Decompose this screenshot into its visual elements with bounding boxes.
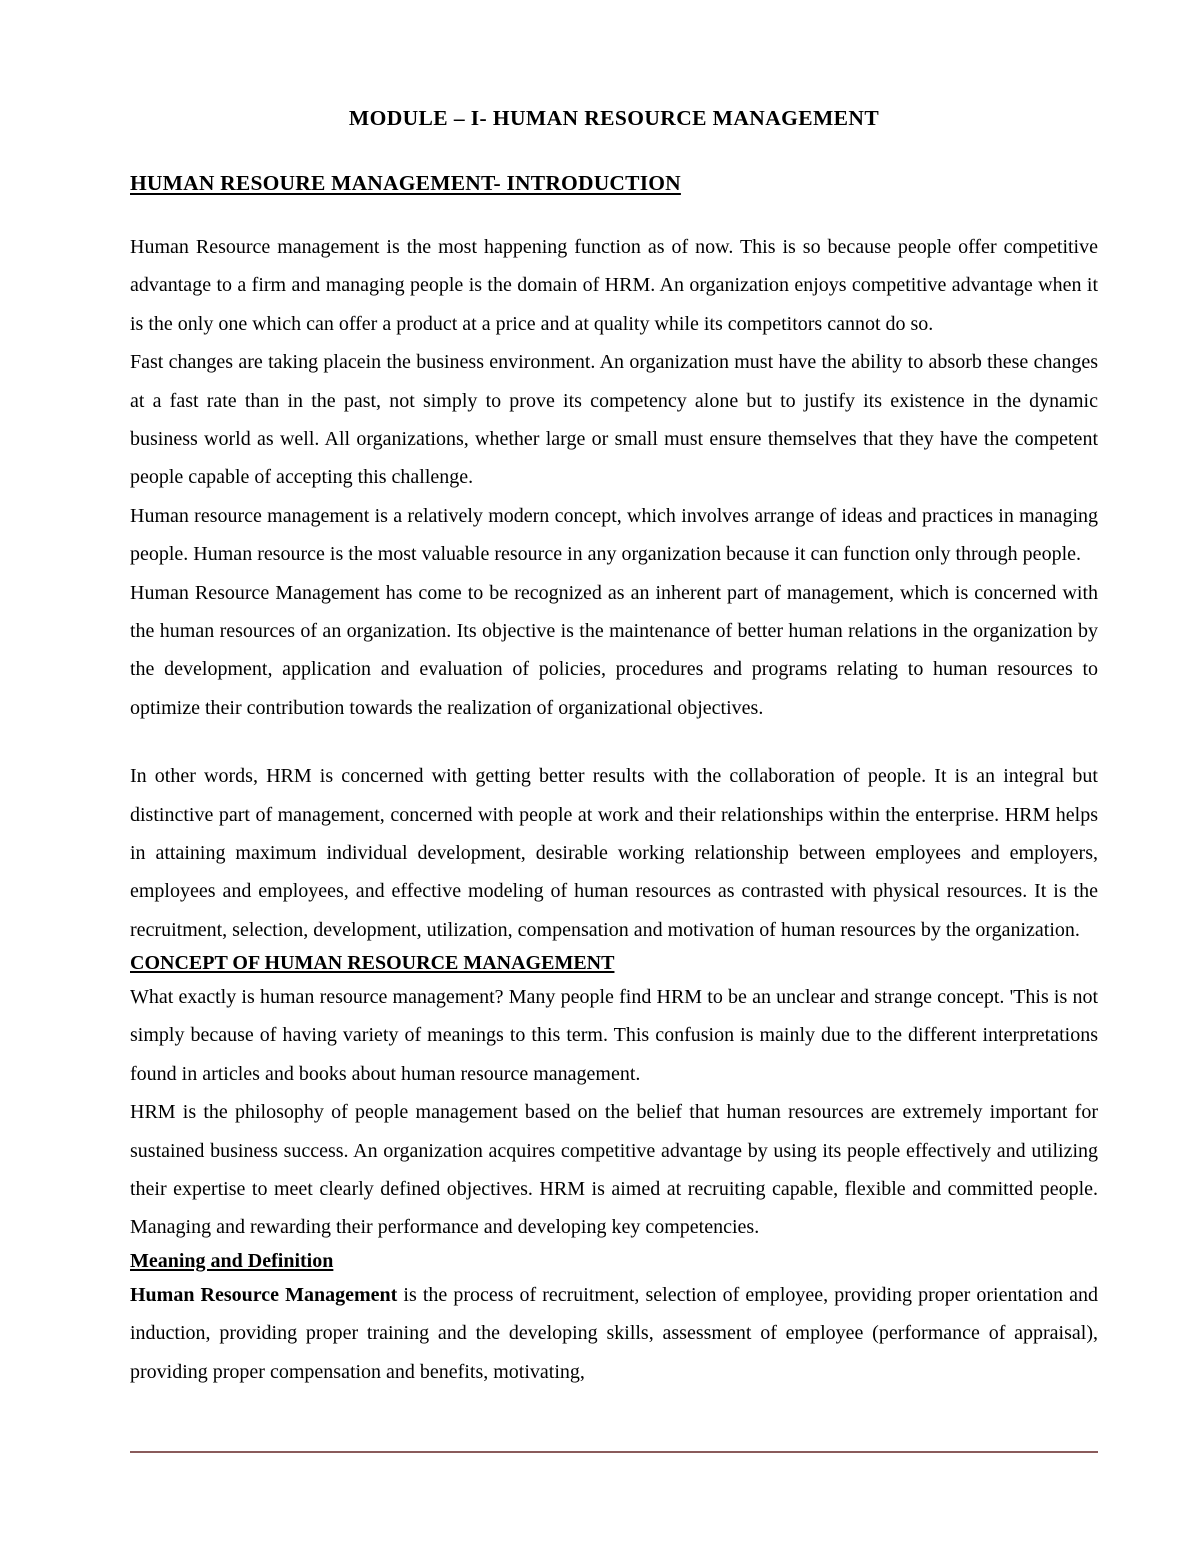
- footer-rule: [130, 1451, 1098, 1453]
- paragraph-gap: [130, 727, 1098, 757]
- paragraph-intro-1: Human Resource management is the most happening function as of now. This is so because people offer competitive advantage to a firm and managing people is the domain of HRM. An organization enjoys competitive advantage when it is the only one which can offer a product at a price and at quality while its competitors cannot do so.: [130, 236, 1098, 335]
- paragraph-concept-1: What exactly is human resource management? Many people find HRM to be an unclear and strange concept. 'This is not simply because of having variety of meanings to this term. This confusion is mainly due to the different interpretations found in articles and books about human resource management.: [130, 986, 1098, 1085]
- section-heading-meaning: Meaning and Definition: [130, 1249, 334, 1272]
- paragraph-concept-2: HRM is the philosophy of people management based on the belief that human resources are extremely important for sustained business success. An organization acquires competitive advantage by using its people effectively and utilizing their expertise to meet clearly defined objectives. HRM is aimed at recruiting capable, flexible and committed people. Managing and rewarding their performance and developing key competencies.: [130, 1101, 1098, 1239]
- section-heading-concept: CONCEPT OF HUMAN RESOURCE MANAGEMENT: [130, 952, 615, 975]
- document-title: MODULE – I- HUMAN RESOURCE MANAGEMENT: [348, 106, 880, 130]
- document-body: [130, 104, 1098, 1391]
- title-spacer: [130, 133, 1098, 169]
- paragraph-intro-2: Fast changes are taking placein the business environment. An organization must have the ability to absorb these changes at a fast rate than in the past, not simply to prove its competency alone but to justify its existence in the dynamic business world as well. All organizations, whether large or small must ensure themselves that they have the competent people capable of accepting this challenge.: [130, 351, 1098, 489]
- paragraph-intro-3: Human resource management is a relatively modern concept, which involves arrange of ideas and practices in managing people. Human resource is the most valuable resource in any organization because it can function only through people.: [130, 504, 1098, 566]
- paragraph-meaning-definition-rest: is the process of recruitment, selection of employee, providing proper orientation and induction, providing proper training and the developing skills, assessment of employee (performance of appraisal), providing proper compensation and benefits, motivating,: [130, 1283, 1098, 1383]
- bold-term-hrm: Human Resource Management: [130, 1283, 398, 1306]
- section-heading-introduction: HUMAN RESOURE MANAGEMENT- INTRODUCTION: [130, 171, 681, 196]
- paragraph-intro-4: Human Resource Management has come to be recognized as an inherent part of management, which is concerned with the human resources of an organization. Its objective is the maintenance of better human relations in the organization by the development, application and evaluation of policies, procedures and programs relating to human resources to optimize their contribution towards the realization of organizational objectives.: [130, 581, 1098, 719]
- paragraph-hrm-collaboration: In other words, HRM is concerned with getting better results with the collaboration of people. It is an integral but distinctive part of management, concerned with people at work and their relationships within the enterprise. HRM helps in attaining maximum individual development, desirable working relationship between employees and employers, employees and employees, and effective modeling of human resources as contrasted with physical resources. It is the recruitment, selection, development, utilization, compensation and motivation of human resources by the organization.: [130, 765, 1098, 941]
- paragraph-meaning-definition: [130, 1276, 1098, 1391]
- heading-spacer: [130, 198, 1098, 228]
